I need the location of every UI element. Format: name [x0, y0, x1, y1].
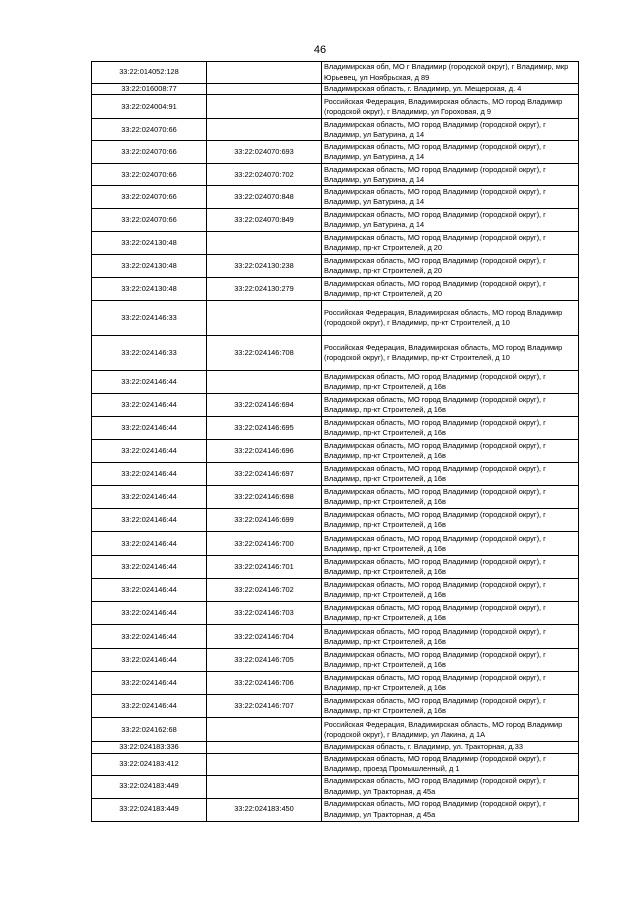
address-cell: Владимирская область, МО город Владимир (городской округ), г Владимир, пр-кт Строителей, д 16в [322, 556, 579, 579]
table-row [92, 255, 579, 278]
sub-cadastral-number-cell: 33:22:024070:848 [207, 186, 322, 209]
table-row [92, 119, 579, 141]
address-cell: Владимирская область, МО город Владимир (городской округ), г Владимир, пр-кт Строителей, д 16в [322, 602, 579, 625]
table-row [92, 509, 579, 532]
cadastral-number-cell: 33:22:024146:44 [92, 625, 207, 649]
page-number: 46 [313, 44, 327, 56]
address-cell: Владимирская область, МО город Владимир (городской округ), г Владимир, ул Батурина, д 14 [322, 119, 579, 141]
sub-cadastral-number-cell [207, 371, 322, 394]
table-row [92, 695, 579, 718]
cadastral-number-cell: 33:22:024146:44 [92, 602, 207, 625]
cadastral-number-cell: 33:22:024146:44 [92, 417, 207, 440]
address-cell: Владимирская область, МО город Владимир (городской округ), г Владимир, пр-кт Строителей, д 16в [322, 486, 579, 509]
sub-cadastral-number-cell [207, 301, 322, 336]
address-cell: Владимирская область, МО город Владимир (городской округ), г Владимир, пр-кт Строителей, д 16в [322, 394, 579, 417]
sub-cadastral-number-cell: 33:22:024146:695 [207, 417, 322, 440]
address-cell: Владимирская область, МО город Владимир (городской округ), г Владимир, пр-кт Строителей, д 16в [322, 649, 579, 672]
sub-cadastral-number-cell [207, 95, 322, 119]
address-cell: Владимирская область, МО город Владимир (городской округ), г Владимир, ул Тракторная, д 45а [322, 775, 579, 798]
cadastral-number-cell: 33:22:024070:66 [92, 141, 207, 164]
sub-cadastral-number-cell: 33:22:024146:706 [207, 672, 322, 695]
cadastral-number-cell: 33:22:024130:48 [92, 278, 207, 301]
cadastral-number-cell: 33:22:024070:66 [92, 186, 207, 209]
sub-cadastral-number-cell: 33:22:024130:279 [207, 278, 322, 301]
sub-cadastral-number-cell: 33:22:024146:697 [207, 463, 322, 486]
sub-cadastral-number-cell: 33:22:024146:701 [207, 556, 322, 579]
cadastral-number-cell: 33:22:024146:33 [92, 336, 207, 371]
address-cell: Владимирская область, МО город Владимир (городской округ), г Владимир, пр-кт Строителей, д 16в [322, 509, 579, 532]
cadastral-number-cell: 33:22:024130:48 [92, 255, 207, 278]
cadastral-number-cell: 33:22:024183:412 [92, 753, 207, 775]
cadastral-number-cell: 33:22:014052:128 [92, 62, 207, 84]
cadastral-number-cell: 33:22:024146:33 [92, 301, 207, 336]
table-body [92, 62, 579, 822]
sub-cadastral-number-cell: 33:22:024183:450 [207, 798, 322, 821]
address-cell: Владимирская область, МО город Владимир (городской округ), г Владимир, пр-кт Строителей, д 16в [322, 695, 579, 718]
cadastral-table [91, 61, 579, 822]
table-row [92, 602, 579, 625]
address-cell: Владимирская область, МО город Владимир (городской округ), г Владимир, проезд Промышленный, д 1 [322, 753, 579, 775]
address-cell: Владимирская область, МО город Владимир (городской округ), г Владимир, ул Батурина, д 14 [322, 164, 579, 186]
cadastral-number-cell: 33:22:024146:44 [92, 486, 207, 509]
cadastral-number-cell: 33:22:024146:44 [92, 440, 207, 463]
address-cell: Владимирская область, МО город Владимир (городской округ), г Владимир, пр-кт Строителей, д 16в [322, 417, 579, 440]
address-cell: Российская Федерация, Владимирская область, МО город Владимир (городской округ), г Владимир, пр-кт Строителей, д 10 [322, 336, 579, 371]
table-row [92, 798, 579, 821]
address-cell: Владимирская область, МО город Владимир (городской округ), г Владимир, пр-кт Строителей, д 16в [322, 440, 579, 463]
address-cell: Владимирская область, МО город Владимир (городской округ), г Владимир, пр-кт Строителей, д 16в [322, 625, 579, 649]
address-cell: Российская Федерация, Владимирская область, МО город Владимир (городской округ), г Владимир, пр-кт Строителей, д 10 [322, 301, 579, 336]
table-row [92, 463, 579, 486]
address-cell: Владимирская область, МО город Владимир (городской округ), г Владимир, пр-кт Строителей, д 20 [322, 255, 579, 278]
table-row [92, 186, 579, 209]
address-cell: Владимирская область, МО город Владимир (городской округ), г Владимир, ул Батурина, д 14 [322, 186, 579, 209]
sub-cadastral-number-cell: 33:22:024146:703 [207, 602, 322, 625]
sub-cadastral-number-cell: 33:22:024146:705 [207, 649, 322, 672]
sub-cadastral-number-cell: 33:22:024070:702 [207, 164, 322, 186]
cadastral-number-cell: 33:22:024070:66 [92, 209, 207, 232]
address-cell: Владимирская область, г. Владимир, ул. Тракторная, д.33 [322, 742, 579, 753]
address-cell: Владимирская обл, МО г Владимир (городской округ), г Владимир, мкр Юрьевец, ул Ноябрьская, д 89 [322, 62, 579, 84]
sub-cadastral-number-cell: 33:22:024130:238 [207, 255, 322, 278]
address-cell: Владимирская область, МО город Владимир (городской округ), г Владимир, ул Тракторная, д 45а [322, 798, 579, 821]
table-row [92, 579, 579, 602]
table-row [92, 417, 579, 440]
table-row [92, 278, 579, 301]
table-row [92, 718, 579, 742]
table-row [92, 84, 579, 95]
cadastral-number-cell: 33:22:024146:44 [92, 695, 207, 718]
sub-cadastral-number-cell [207, 718, 322, 742]
table-row [92, 649, 579, 672]
table-row [92, 95, 579, 119]
cadastral-number-cell: 33:22:024070:66 [92, 119, 207, 141]
sub-cadastral-number-cell: 33:22:024146:708 [207, 336, 322, 371]
address-cell: Владимирская область, МО город Владимир (городской округ), г Владимир, пр-кт Строителей, д 16в [322, 532, 579, 556]
table-row [92, 301, 579, 336]
sub-cadastral-number-cell: 33:22:024070:693 [207, 141, 322, 164]
sub-cadastral-number-cell: 33:22:024146:700 [207, 532, 322, 556]
sub-cadastral-number-cell: 33:22:024146:696 [207, 440, 322, 463]
table-row [92, 753, 579, 775]
sub-cadastral-number-cell: 33:22:024146:704 [207, 625, 322, 649]
table-row [92, 141, 579, 164]
address-cell: Владимирская область, МО город Владимир (городской округ), г Владимир, пр-кт Строителей, д 16в [322, 672, 579, 695]
table-row [92, 742, 579, 753]
cadastral-number-cell: 33:22:024070:66 [92, 164, 207, 186]
table-row [92, 394, 579, 417]
sub-cadastral-number-cell: 33:22:024146:698 [207, 486, 322, 509]
cadastral-number-cell: 33:22:024130:48 [92, 232, 207, 255]
cadastral-number-cell: 33:22:024146:44 [92, 649, 207, 672]
cadastral-number-cell: 33:22:024162:68 [92, 718, 207, 742]
address-cell: Владимирская область, МО город Владимир (городской округ), г Владимир, ул Батурина, д 14 [322, 141, 579, 164]
sub-cadastral-number-cell [207, 84, 322, 95]
table-row [92, 625, 579, 649]
address-cell: Владимирская область, г. Владимир, ул. Мещерская, д. 4 [322, 84, 579, 95]
table-row [92, 164, 579, 186]
cadastral-number-cell: 33:22:024004:91 [92, 95, 207, 119]
cadastral-number-cell: 33:22:024146:44 [92, 371, 207, 394]
table-row [92, 672, 579, 695]
sub-cadastral-number-cell [207, 232, 322, 255]
cadastral-number-cell: 33:22:024146:44 [92, 463, 207, 486]
table-row [92, 232, 579, 255]
table-row [92, 556, 579, 579]
sub-cadastral-number-cell: 33:22:024146:707 [207, 695, 322, 718]
sub-cadastral-number-cell [207, 775, 322, 798]
cadastral-number-cell: 33:22:024146:44 [92, 579, 207, 602]
sub-cadastral-number-cell: 33:22:024146:702 [207, 579, 322, 602]
table-row [92, 336, 579, 371]
cadastral-number-cell: 33:22:024146:44 [92, 556, 207, 579]
sub-cadastral-number-cell [207, 119, 322, 141]
sub-cadastral-number-cell [207, 753, 322, 775]
table-row [92, 209, 579, 232]
address-cell: Российская Федерация, Владимирская область, МО город Владимир (городской округ), г Владимир, ул Гороховая, д 9 [322, 95, 579, 119]
address-cell: Российская Федерация, Владимирская область, МО город Владимир (городской округ), г Владимир, ул Лакина, д 1А [322, 718, 579, 742]
address-cell: Владимирская область, МО город Владимир (городской округ), г Владимир, пр-кт Строителей, д 16в [322, 579, 579, 602]
cadastral-number-cell: 33:22:016008:77 [92, 84, 207, 95]
table-row [92, 486, 579, 509]
cadastral-number-cell: 33:22:024146:44 [92, 394, 207, 417]
address-cell: Владимирская область, МО город Владимир (городской округ), г Владимир, пр-кт Строителей, д 16в [322, 371, 579, 394]
table-row [92, 532, 579, 556]
cadastral-number-cell: 33:22:024183:449 [92, 798, 207, 821]
cadastral-number-cell: 33:22:024146:44 [92, 509, 207, 532]
sub-cadastral-number-cell [207, 742, 322, 753]
sub-cadastral-number-cell: 33:22:024146:699 [207, 509, 322, 532]
sub-cadastral-number-cell [207, 62, 322, 84]
table-row [92, 371, 579, 394]
sub-cadastral-number-cell: 33:22:024146:694 [207, 394, 322, 417]
cadastral-number-cell: 33:22:024146:44 [92, 672, 207, 695]
sub-cadastral-number-cell: 33:22:024070:849 [207, 209, 322, 232]
table-row [92, 775, 579, 798]
table-row [92, 440, 579, 463]
address-cell: Владимирская область, МО город Владимир (городской округ), г Владимир, пр-кт Строителей, д 20 [322, 278, 579, 301]
cadastral-number-cell: 33:22:024146:44 [92, 532, 207, 556]
address-cell: Владимирская область, МО город Владимир (городской округ), г Владимир, пр-кт Строителей, д 20 [322, 232, 579, 255]
cadastral-number-cell: 33:22:024183:449 [92, 775, 207, 798]
table-row [92, 62, 579, 84]
cadastral-number-cell: 33:22:024183:336 [92, 742, 207, 753]
address-cell: Владимирская область, МО город Владимир (городской округ), г Владимир, пр-кт Строителей, д 16в [322, 463, 579, 486]
address-cell: Владимирская область, МО город Владимир (городской округ), г Владимир, ул Батурина, д 14 [322, 209, 579, 232]
